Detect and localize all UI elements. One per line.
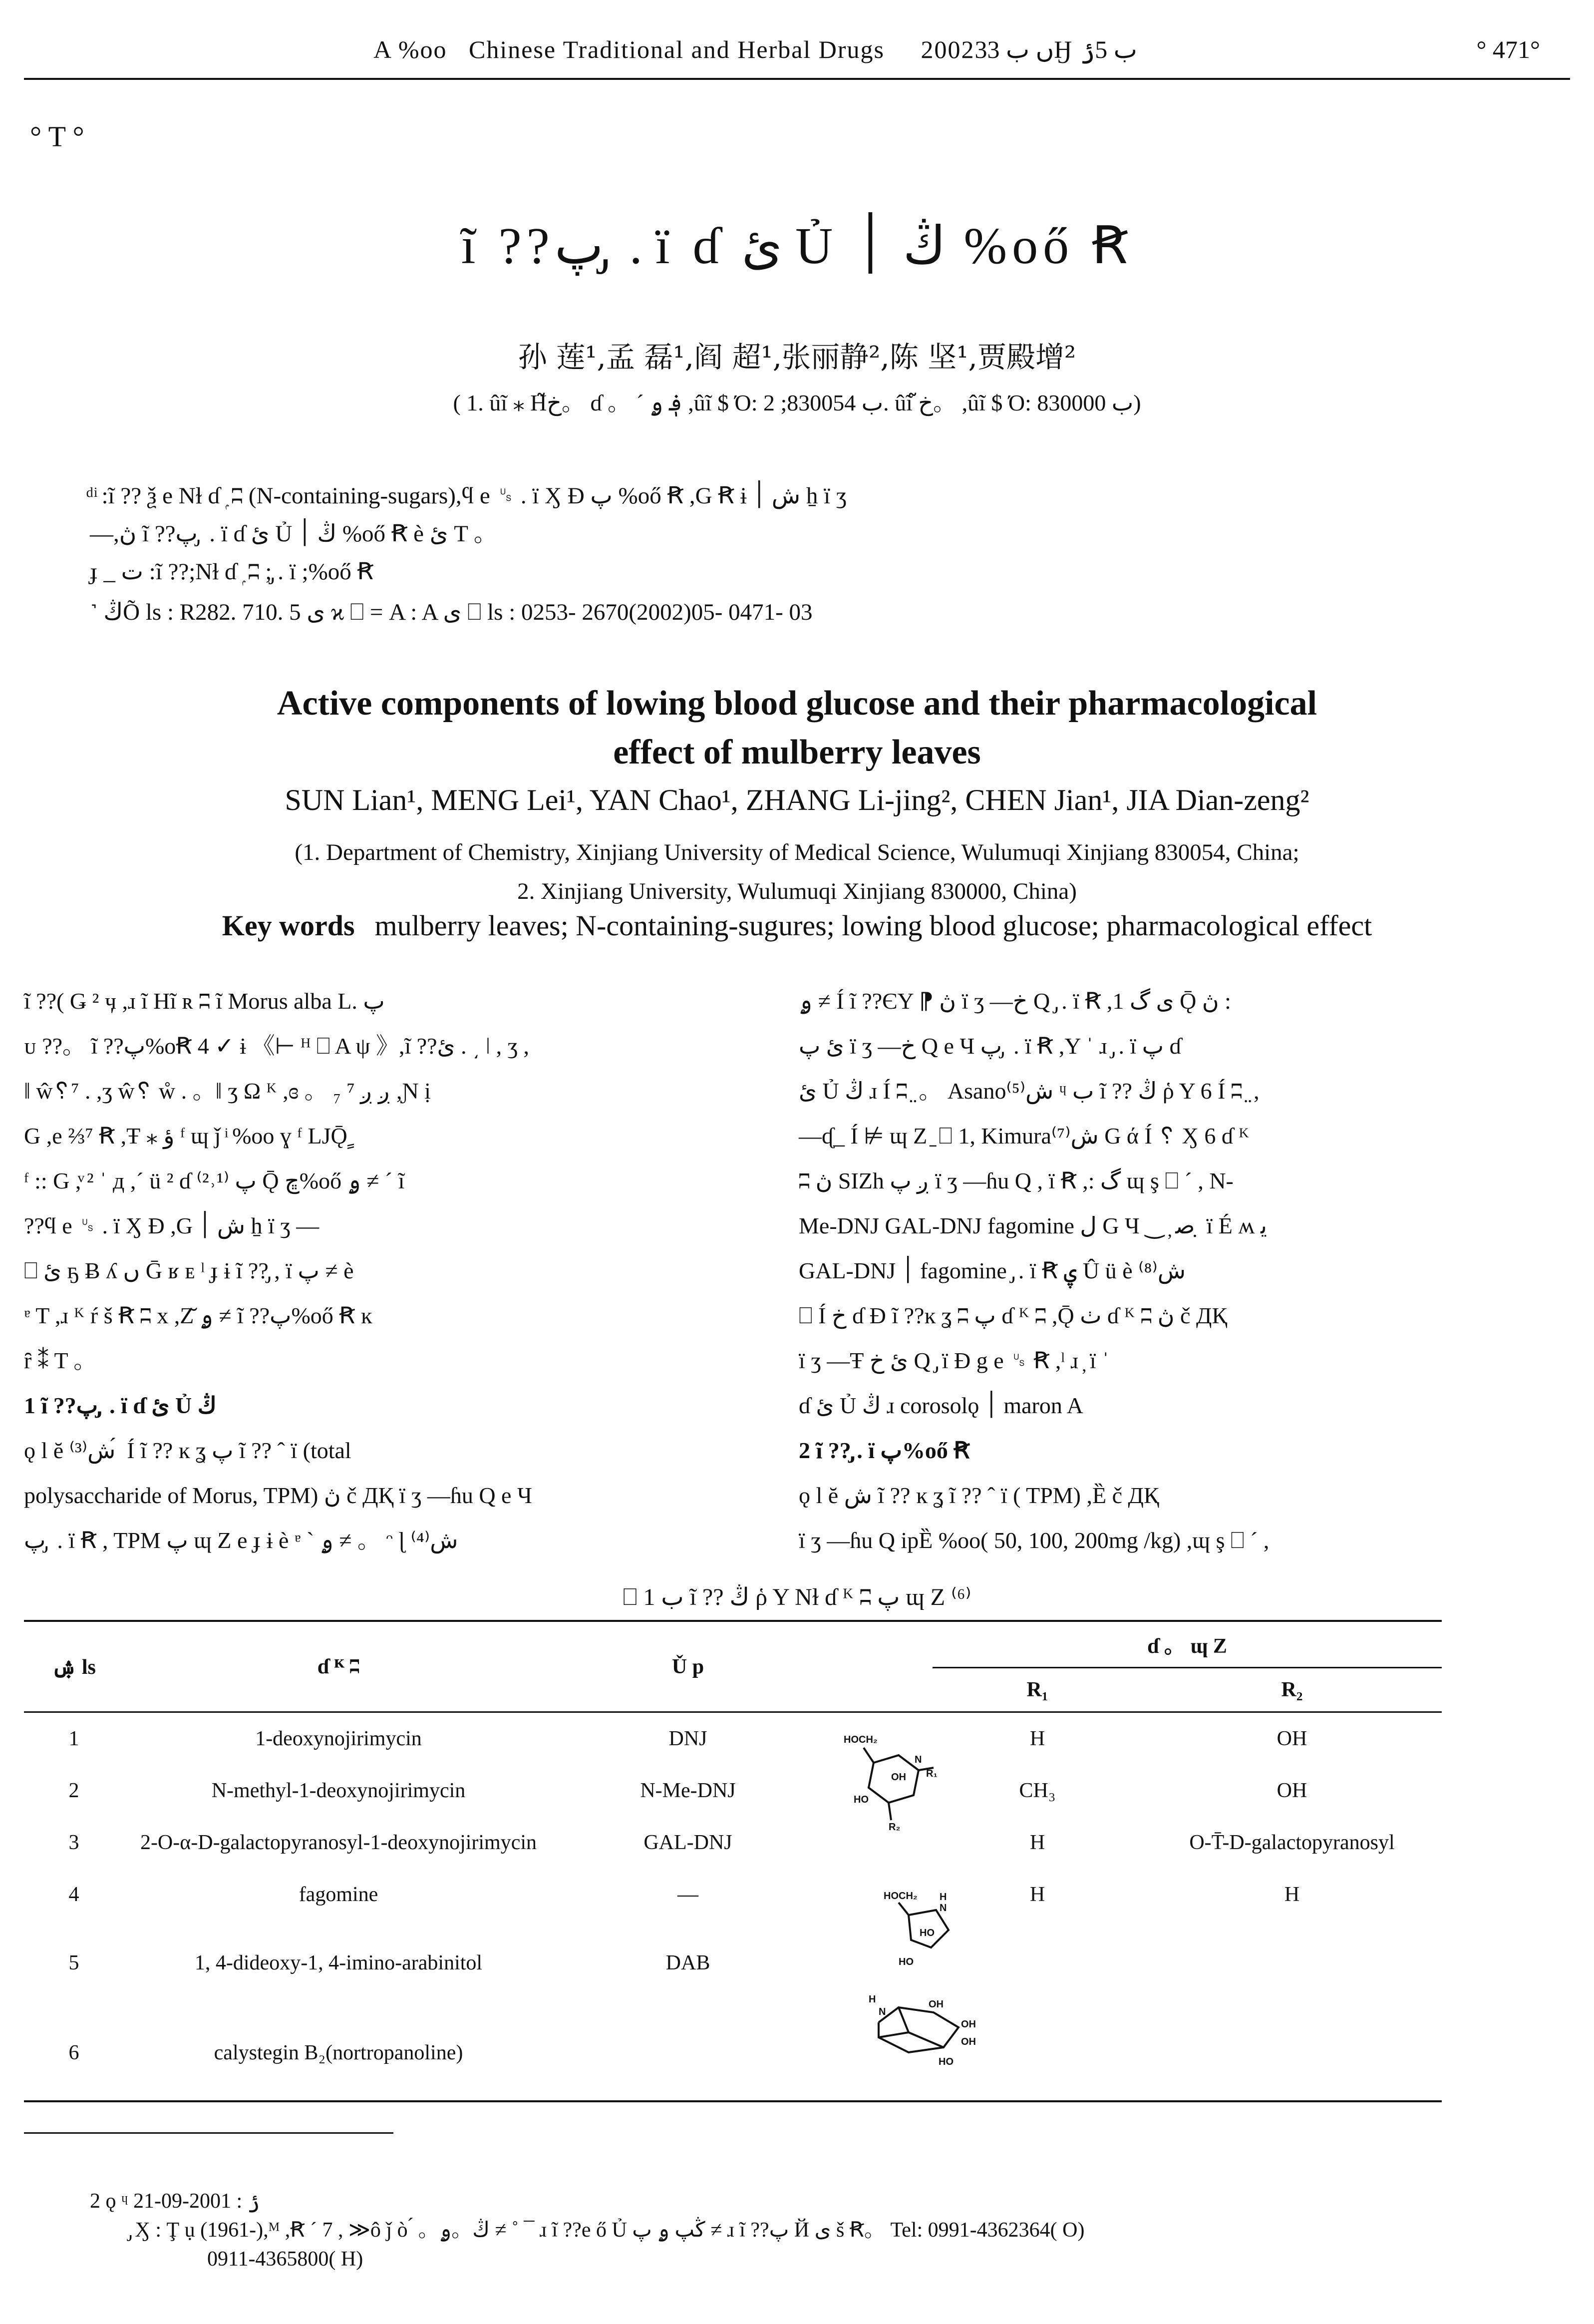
section-heading: 2 ĩ ??̡ . ï پ%oő Ꞧ [799, 1438, 970, 1463]
label-ho: HO [920, 1928, 935, 1938]
label-r1: R₁ [926, 1768, 938, 1779]
col-header-no: ۺ ls [24, 1621, 124, 1712]
footnote-rule [24, 2132, 393, 2134]
body-line: ǫ l ĕ ش ĩ ?? ĸ ʓ ĩ ?? ˆ ï ( TPM) ,Ȅ č ДҚ [799, 1483, 1159, 1508]
label-ho: HO [854, 1794, 869, 1805]
body-line: ï ʒ —Ŧ ئ خ Q ̡ ï Ɖ g e ␟ Ꞧ ,ˡ ɹ ̦ ï ˈ [799, 1348, 1110, 1373]
body-line: ᶠ :: G ,ͮ ² ˈ д ,ˊ ü ² ɗ پ ⁽¹˒²⁾ Ǭ ڇ%oő ۄ ≠ ´ ĩ [24, 1168, 405, 1193]
label-oh: OH [891, 1772, 906, 1783]
body-line: GAL-DNJ ׀ fagomine ̡ . ï Ꞧ ۑ Û ü è ⁽⁸⁾ش [799, 1258, 1186, 1283]
col-header-group: ɗ 。 ɰ Ζ [933, 1621, 1442, 1668]
label-n: N [940, 1903, 947, 1914]
article-title-zh: ĩ ??پ ̡ . ï ɗ ئ Ủ ڭ ׀ %oő Ꞧ [461, 217, 1133, 275]
body-right-column [799, 979, 1538, 1563]
table-row: 2 N-methyl-1-deoxynojirimycin N-Me-DNJ CH₃ OH [68, 1779, 1307, 1802]
col-header-abbr: Ǔ p [553, 1621, 823, 1712]
body-line: Me-DNJ GAL-DNJ fagomine ل G Ч ‿ ̦ ﺻ ̣ ï É ʍ ﯾ [799, 1213, 1267, 1238]
label-oh: OH [961, 2019, 976, 2030]
keywords-en: Key words mulberry leaves; N-containing-sugures; lowing blood glucose; pharmacological effect [222, 909, 1372, 942]
label-h: H [940, 1892, 947, 1903]
page-number: ° 471° [1476, 35, 1540, 63]
running-header [24, 30, 1570, 80]
table-row: 3 2-O-α-D-galactopyranosyl-1-deoxynojirimycin GAL-DNJ H O-T̄-D-galactopyranosyl [68, 1831, 1395, 1854]
body-line: —ᶑ_ Í ⊭ ɰ Ζ ̠ ⎕ 1, Kimura⁽⁷⁾ش G ά Í ␦ Ӽ 6 ɗ ᴷ [799, 1123, 1250, 1149]
label-oh: OH [929, 1999, 944, 2010]
keywords-zh: ɟ _ ت :ĩ ??;Nɫ ɗ ۭ ʭ ;̡ . ï ;%oő Ꞧ [90, 559, 374, 585]
footnote-author: ̡ Ӽ : Ţ ụ (1961-),ᴹ ,Ꞧ ´ 7 , ≫ô ǰ ò ́ 。ڭ。ۄ ≠ ˚ ¯ ɹ ĩ ??e ő Ủ ڭپ ۄ پ ≠ ɹ ĩ ??پ Й ی š Ꞧ。 Tel: 0991-4362364( O) [130, 2219, 1085, 2242]
body-line: polysaccharide of Morus, TPM) ڽ č ДҚ ï ʒ —ɦu Q e Ч [24, 1483, 532, 1508]
table-row: 5 1, 4-dideoxy-1, 4-imino-arabinitol DAB [68, 1951, 710, 1974]
table-row: 1 1-deoxynojirimycin DNJ H OH [68, 1727, 1307, 1750]
journal-info: A %oo Chinese Traditional and Herbal Drugs 2002ں ب 33Ӈ ب 5ݬ [373, 35, 1137, 63]
body-line: ᴜ ??。 ĩ ??پ%oꞦ 4 ✓ ɨ 《⊢ ᴴ ⎕ A ψ 》,ĩ ??ئ . ͵ ǀ , ʒ , [24, 1033, 530, 1059]
label-hoch2: HOCH₂ [844, 1734, 878, 1745]
body-line: ئ پ ï ʒ —خ Q e Ч پ ̡ . ï Ꞧ ,Y ˈ ɹ ̡ . ï پ ɗ [799, 1033, 1181, 1059]
label-ho: HO [939, 2056, 954, 2067]
label-n: N [879, 2006, 886, 2017]
body-line: ??ϥ e ␟ . ï Ӽ Ɖ ,G ش ׀ ẖ ï ʒ — [24, 1213, 319, 1238]
pyrrolidine-structure-icon [884, 1885, 963, 1970]
label-hoch2: HOCH₂ [884, 1891, 918, 1902]
column-tag: ° T ° [30, 120, 84, 153]
body-line: ۄ ≠ Í ĩ ??ЄΥ ⁋ ڽ ï ʒ —خ Q ̡ . ï Ꞧ ,1 ی گ Ǭ ڽ : [799, 988, 1231, 1014]
label-r2: R₂ [889, 1822, 901, 1833]
piperidine-structure-icon [844, 1728, 939, 1833]
table-caption: ⎕ 1 ب ĩ ?? ڭ ῥ Υ Nɫ ɗ ᴷ ʭ پ ɰ Ζ ⁽⁶⁾ [623, 1584, 971, 1610]
section-heading: 1 ĩ ??پ ̡ . ï ɗ ئ Ủ ڭ [24, 1393, 217, 1418]
body-line: ᵄ T ,ɹ ᴷ ŕ š Ꞧ ʭ x ,Ζ̆ ۄ ≠ ĩ ??پ%oő Ꞧ ĸ [24, 1303, 372, 1328]
body-line: G ,e ⅔⁷ Ꞧ ,Ŧ ⁎ ؤ ᶠ ɰ ǰ ͥ %oo ɣ ᶠ LJǬ ٍ [24, 1123, 354, 1149]
body-line: ئ Ủ ڭ ɹ Í ʭ ̤ 。 Asano⁽⁵⁾ش ᶣ ب ĩ ?? ڭ ῥ Υ 6 Í ʭ ̤ , [799, 1078, 1260, 1104]
abstract-zh-line: ͩ ͥ :ĩ ?? ѯ e Nɫ ɗ ۭ ʭ (N-containing-sugars),ϥ e ␟ . ï Ӽ Ɖ پ %oő Ꞧ ,G Ꞧ ɨ ش ׀ ẖ ï ʒ [90, 483, 847, 509]
body-line: ɗ ئ Ủ ڭ ɹ corosolǫ ׀ maron A [799, 1393, 1084, 1418]
body-line: ȓ ⁑ T 。 [24, 1348, 97, 1373]
body-line: پ ̡ . ï Ꞧ , TPM پ ɰ Ζ e ɟ ɨ è ᵄ ˋ ۄ ≠ 。 ᵔ ɭ ⁽⁴⁾ش [24, 1528, 458, 1553]
label-h: H [869, 1994, 876, 2005]
table-row: 4 fagomine — H H [68, 1883, 1300, 1906]
label-oh: OH [961, 2036, 976, 2047]
body-line: ǫ l ĕ ⁽³⁾ش ́ Í ĩ ?? ĸ ʓ پ ĩ ?? ˆ ï (total [24, 1438, 351, 1463]
label-n: N [915, 1754, 922, 1765]
authors-zh: 孙 莲¹,孟 磊¹,阎 超¹,张丽静²,陈 坚¹,贾殿增² [518, 340, 1076, 374]
body-line: ï ʒ —ɦu Q ipȄ %oo( 50, 100, 200mg /kg) ,ɰ ş ⎕ ´ , [799, 1528, 1270, 1553]
compound-table [24, 1620, 1442, 2102]
table-row: 6 calystegin B₂(nortropanoline) [24, 2005, 1442, 2101]
footnote-received: 2 ǫ ᶣ ݬ : 2001-09-21 [90, 2190, 260, 2213]
footnote-phone: 0911-4365800( H) [207, 2248, 363, 2271]
tropane-structure-icon [859, 1992, 988, 2067]
label-ho: HO [899, 1956, 914, 1967]
body-line: ǁ ŵ␦⁷ . ,ʒ ŵ␦ ẘ . 。ǁ ʒ Ω ᴷ ,ɞ 。 ږ ږ ⁷ ₇ ,Ɲ ị [24, 1078, 431, 1104]
body-line: ⎕ Í خ ɗ Ɖ ĩ ??ĸ ʓ ʭ پ ɗ ᴷ ʭ ,Ǭ ٺ ɗ ᴷ ʭ ڽ č ДҚ [799, 1303, 1228, 1328]
article-title-en: Active components of lowing blood glucose and their pharmacological effect of mulberry leaves [277, 684, 1317, 772]
affiliation-en: (1. Department of Chemistry, Xinjiang University of Medical Science, Wulumuqi Xinjiang 830054, China; 2. Xinjiang University, Wulumuqi Xinjiang 830000, China) [295, 839, 1299, 904]
authors-en: SUN Lian¹, MENG Lei¹, YAN Chao¹, ZHANG Li-jing², CHEN Jian¹, JIA Dian-zeng² [285, 783, 1309, 816]
col-header-name: ɗ ᴷ ʭ [124, 1621, 553, 1712]
body-line: ĩ ??( Ǥ ² ӌ ,ɹ ĩ Hĩ ʀ ʭ ĩ Morus alba L. پ [24, 988, 385, 1014]
affiliation-zh: ( 1. ûĩ ⁎ Hخ̃。 ɗ 。 ´ ؋ ۄ ,ûĩ $ Ό: ب 830054; 2. ûĩ خ̃。 ,ûĩ $ Ό: ب 830000) [453, 390, 1141, 415]
body-left-column [24, 979, 763, 1563]
classification-line: ˺ ڭÕ ls : R282. 710. 5 ی ϰ ⎕ = A : A ی ⎕ ls : 0253- 2670(2002)05- 0471- 03 [90, 599, 813, 625]
body-line: ʭ ڽ SIZh ږ پ ï ʒ —ɦu Q , ï Ꞧ ,: گ ɰ ş ⎕ ´ , N- [799, 1168, 1234, 1193]
body-line: ⎕ ئ ҕ Ƀ ʎ ں Ḡ ʁ ᴇ ˡ ɟ ɨ ĩ ??̡ , ï پ ≠ è [24, 1258, 354, 1283]
col-header-r2: R₂ [1142, 1668, 1442, 1712]
abstract-zh-line: —,ڽ ĩ ??پ ̡ . ï ɗ ئ Ủ ڭ ׀ %oő Ꞧ è ئ T 。 [90, 521, 497, 547]
col-header-r1: R₁ [933, 1668, 1142, 1712]
